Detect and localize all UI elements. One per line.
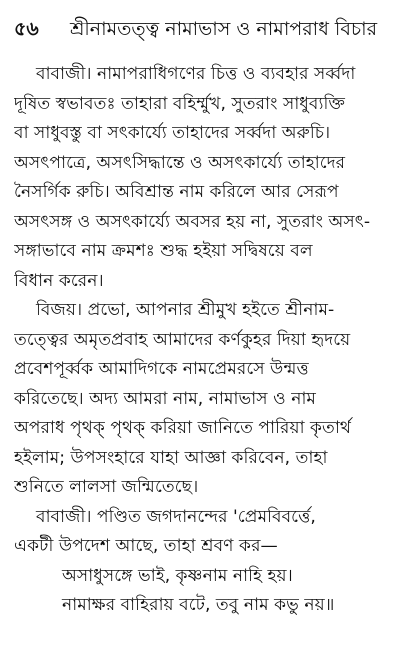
verse-line: নামাক্ষর বাহিরায় বটে, তবু নাম কভু নয়॥ [62,595,335,615]
page-header [14,14,399,44]
text-line: হইলাম; উপসংহারে যাহা আজ্ঞা করিবেন, তাহা [14,447,328,468]
text-line: সঙ্গাভাবে নাম ক্রমশঃ শুদ্ধ হইয়া সদ্বিষয়ে বল [14,241,313,261]
text-line: প্রবেশপূর্ব্বক আমাদিগকে নামপ্রেমরসে উন্মত্ত [14,359,309,379]
text-line: বা সাধুবস্তু বা সৎকার্য্যে তাহাদের সর্ব্বদা অরুচি। [14,123,331,143]
text-line: বাবাজী। পণ্ডিত জগদানন্দের 'প্রেমবিবর্ত্তে, [36,506,316,527]
text-line: বিজয়। প্রভো, আপনার শ্রীমুখ হইতে শ্রীনাম- [36,300,335,320]
text-line: দূষিত স্বভাবতঃ তাহারা বহির্ম্মুখ, সুতরাং সাধুব্যক্তি [14,93,346,114]
running-title: শ্রীনামতত্ত্ব নামাভাস ও নামাপরাধ বিচার [70,18,378,40]
text-line: শুনিতে লালসা জন্মিতেছে। [14,477,199,497]
text-line: অপরাধ পৃথক্ পৃথক্ করিয়া জানিতে পারিয়া কৃতার্থ [14,418,352,438]
text-line: অসৎসঙ্গ ও অসৎকার্য্যে অবসর হয় না, সুতরাং অসৎ- [14,211,371,232]
text-line: একটী উপদেশ আছে, তাহা শ্রবণ কর— [14,536,278,556]
page-number: ৫৬ [14,18,39,40]
text-line: তত্ত্বের অমৃতপ্রবাহ আমাদের কর্ণকুহর দিয়া হৃদয়ে [14,329,351,350]
text-line: নৈসর্গিক রুচি। অবিশ্রান্ত নাম করিলে আর সেরূপ [14,182,339,202]
text-line: বাবাজী। নামাপরাধিগণের চিত্ত ও ব্যবহার সর্ব্বদা [36,64,356,84]
text-line: অসৎপাত্রে, অসৎসিদ্ধান্তে ও অসৎকার্য্যে তাহাদের [14,152,346,173]
page-body [14,60,399,621]
text-line: বিধান করেন। [14,270,104,291]
verse-line: অসাধুসঙ্গে ভাই, কৃষ্ণনাম নাহি হয়। [62,565,293,586]
text-line: করিতেছে। অদ্য আমরা নাম, নামাভাস ও নাম [14,388,316,409]
